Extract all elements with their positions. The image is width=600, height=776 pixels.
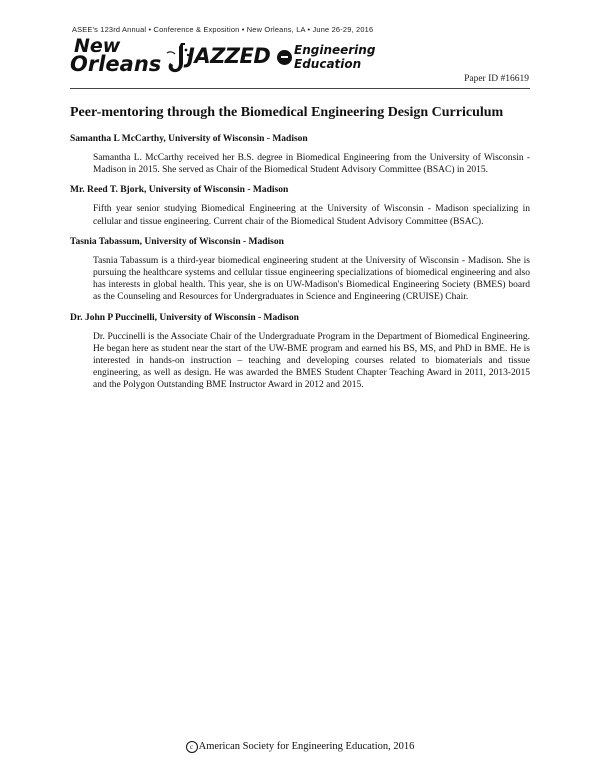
paper-id: Paper ID #16619 (464, 74, 529, 84)
logo-word-jazzed: JAZZED (187, 44, 271, 68)
author-entry (70, 184, 530, 227)
copyright-icon: c (186, 741, 198, 753)
copyright-footer (0, 741, 600, 753)
logo-word-engineering: Engineering (294, 43, 376, 57)
author-bio: Samantha L. McCarthy received her B.S. degree in Biomedical Engineering from the University of Wisconsin - Madison in 2015. She served as Chair of the Biomedical Student Advisory Committee (BSAC) in 2015. (93, 153, 530, 176)
author-bio: Dr. Puccinelli is the Associate Chair of the Undergraduate Program in the Department of Biomedical Engineering. He began here as student near the start of the UW-BME program and earned his BS, MS, and PhD in BME. He is interested in hands-on instruction – teaching and developing courses related to biomaterials and tissue engineering, as well as design. He was awarded the BMES Student Chapter Teaching Award in 2011, 2013-2015 and the Polygon Outstanding BME Instructor Award in 2012 and 2015. (93, 331, 530, 391)
conference-logo (70, 35, 376, 79)
copyright-text: American Society for Engineering Education, 2016 (198, 741, 415, 752)
author-bio: Fifth year senior studying Biomedical Engineering at the University of Wisconsin - Madison specializing in cellular and tissue engineering. Current chair of the Biomedical Student Advisory Committee (BSAC). (93, 204, 530, 227)
logo-word-education: Education (294, 57, 362, 71)
author-entry (70, 312, 530, 392)
author-entry (70, 236, 530, 304)
author-bios (70, 133, 530, 400)
author-name: Samantha L McCarthy, University of Wisconsin - Madison (70, 134, 308, 144)
header-divider (70, 88, 530, 89)
paper-title: Peer-mentoring through the Biomedical Engineering Design Curriculum (70, 105, 504, 120)
author-name: Dr. John P Puccinelli, University of Wisconsin - Madison (70, 312, 299, 323)
conference-line: ASEE's 123rd Annual • Conference & Exposition • New Orleans, LA • June 26-29, 2016 (72, 25, 374, 34)
author-name: Mr. Reed T. Bjork, University of Wisconsin - Madison (70, 185, 289, 196)
author-entry (70, 133, 530, 176)
logo-word-orleans: Orleans (70, 52, 162, 76)
author-bio: Tasnia Tabassum is a third-year biomedical engineering student at the University of Wisconsin - Madison. She is pursuing the healthcare systems and cellular tissue engineering specializations of biomedical engineering and also has interests in global health. This year, she is on UW-Madison's Biomedical Engineering Society (BMES) board as the Counseling and Resources for Undergraduates in Science and Engineering (CRUISE) Chair. (93, 255, 530, 303)
author-name: Tasnia Tabassum, University of Wisconsin - Madison (70, 236, 284, 247)
logo-dot-icon (277, 50, 292, 65)
logo-word-new: New (74, 35, 121, 57)
